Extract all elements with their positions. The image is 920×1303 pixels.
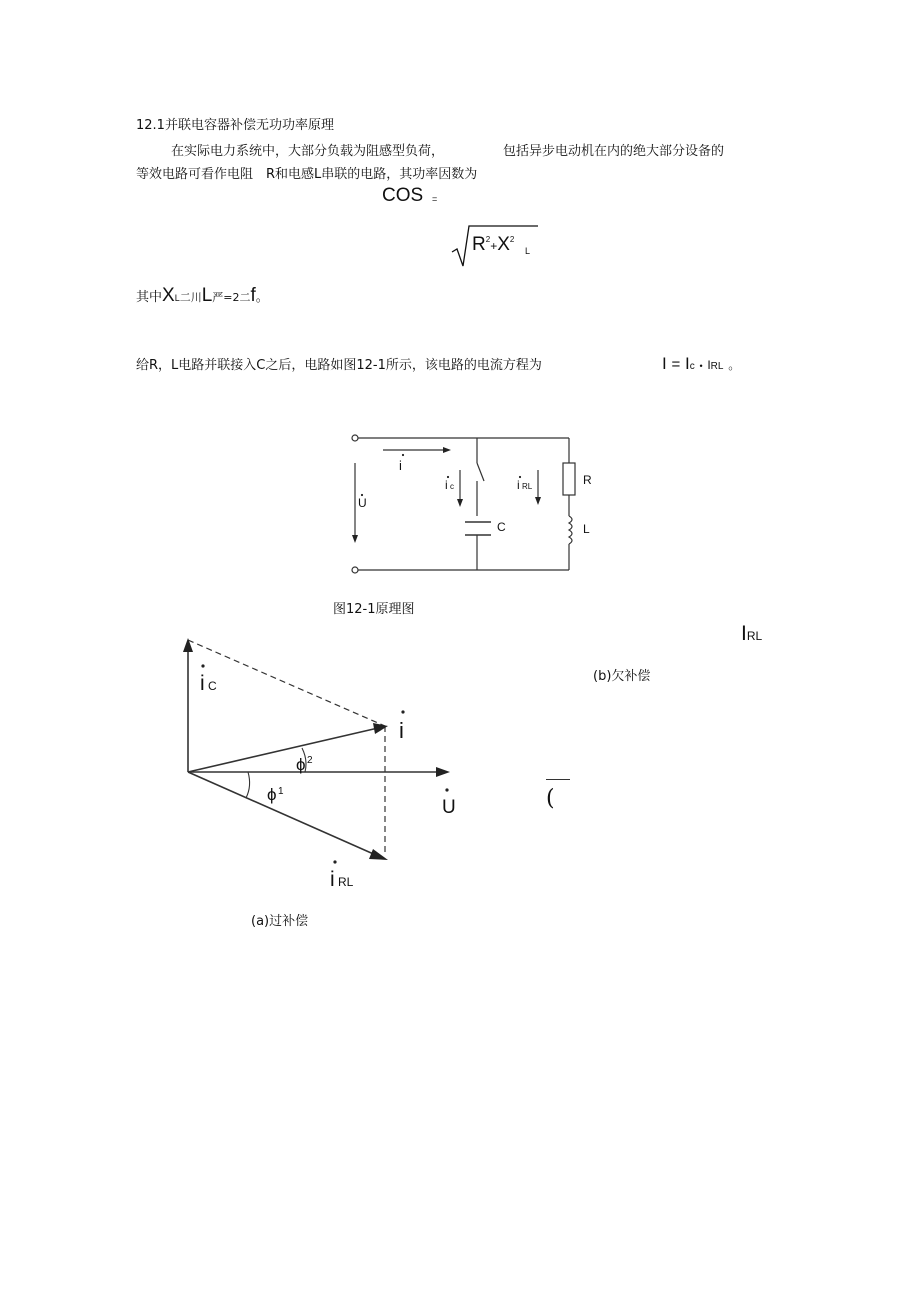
current-eq-text: 给R，L电路并联接入C之后，电路如图12-1所示，该电路的电流方程为 bbox=[136, 358, 542, 373]
eq-ic: I bbox=[684, 354, 690, 373]
formula-cos-eq: = bbox=[432, 194, 438, 204]
circuit-label-irl-sub: RL bbox=[522, 482, 533, 491]
eq-irl-sub: RL bbox=[710, 361, 724, 372]
right-irl-sub: RL bbox=[746, 629, 763, 643]
angle-arc-1 bbox=[246, 772, 250, 798]
eq-equals: = bbox=[671, 356, 681, 373]
phasor-caption-a: (a)过补偿 bbox=[251, 914, 309, 929]
formula-xl bbox=[136, 285, 269, 306]
circuit-diagram bbox=[340, 425, 590, 585]
phasor-phi2: ϕ bbox=[296, 755, 306, 774]
phasor-label-ic-sub: C bbox=[208, 679, 217, 693]
xl-x: X bbox=[162, 285, 175, 306]
phasor-label-irl: i bbox=[330, 868, 335, 891]
terminal-top bbox=[352, 435, 358, 441]
current-eq-formula bbox=[662, 354, 740, 374]
right-overline bbox=[546, 779, 570, 780]
phasor-dashed-top bbox=[188, 640, 385, 726]
formula-cos-numerator: COS bbox=[382, 185, 424, 206]
circuit-label-ic-sub: c bbox=[450, 482, 454, 491]
right-irl-main: I bbox=[741, 622, 747, 645]
paragraph-line1-b: 包括异步电动机在内的绝大部分设备的 bbox=[503, 144, 725, 159]
phasor-label-u: U bbox=[442, 797, 456, 818]
phasor-label-ic: i bbox=[200, 672, 205, 695]
circuit-label-ic: i bbox=[445, 478, 448, 492]
phasor-phi1: ϕ bbox=[267, 785, 277, 804]
radicand-sup-a: 2 bbox=[485, 235, 491, 244]
circuit-label-l: L bbox=[583, 522, 590, 536]
phasor-phi1-sub: 1 bbox=[278, 786, 284, 797]
switch bbox=[477, 463, 484, 481]
eq-ic-sub: c bbox=[689, 361, 695, 372]
eq-dot: • bbox=[699, 361, 703, 371]
circuit-label-c: C bbox=[497, 520, 506, 534]
xl-prefix: 其中 bbox=[136, 290, 163, 305]
arrowhead-u bbox=[436, 767, 450, 777]
terminal-bottom bbox=[352, 567, 358, 573]
caption-b: (b)欠补偿 bbox=[593, 669, 651, 684]
phasor-diagram bbox=[170, 630, 470, 895]
phasor-irl-line bbox=[188, 772, 378, 856]
paragraph-line2: 等效电路可看作电阻 R和电感L串联的电路，其功率因数为 bbox=[136, 167, 478, 182]
inductor bbox=[569, 516, 572, 544]
resistor bbox=[563, 463, 575, 495]
arrowhead-i bbox=[373, 723, 388, 734]
circuit-label-r: R bbox=[583, 473, 592, 487]
section-title: 12.1并联电容器补偿无功功率原理 bbox=[136, 118, 334, 133]
radicand-sup-b: 2 bbox=[509, 235, 515, 244]
xl-mid: 二川 bbox=[179, 291, 202, 304]
radicand-plus: + bbox=[490, 239, 498, 253]
right-paren: ( bbox=[546, 786, 555, 811]
xl-f: f bbox=[250, 285, 256, 306]
formula-radicand bbox=[472, 234, 514, 256]
eq-i: I bbox=[662, 354, 667, 373]
circuit-label-irl: i bbox=[517, 478, 520, 492]
xl-end: 。 bbox=[255, 290, 269, 305]
phasor-label-i: i bbox=[399, 718, 404, 743]
xl-sub-l: L bbox=[174, 293, 180, 303]
circuit-label-u: U bbox=[358, 496, 367, 510]
paragraph-line1-a: 在实际电力系统中，大部分负载为阻感型负荷， bbox=[171, 144, 445, 159]
phasor-label-irl-sub: RL bbox=[338, 875, 354, 889]
eq-end: 。 bbox=[728, 358, 741, 372]
arrowhead-ic bbox=[183, 638, 193, 652]
circuit-label-i: i bbox=[399, 458, 402, 473]
phasor-i-line bbox=[188, 728, 378, 772]
xl-garble: 严=2二 bbox=[212, 291, 251, 304]
radicand-r: R bbox=[472, 234, 486, 255]
right-irl-label bbox=[741, 622, 762, 646]
circuit-caption: 图12-1原理图 bbox=[333, 602, 415, 617]
radicand-x: X bbox=[497, 234, 510, 255]
eq-irl: I bbox=[707, 358, 711, 372]
xl-l: L bbox=[201, 285, 213, 306]
radicand-sub-l: L bbox=[525, 246, 531, 256]
phasor-phi2-sub: 2 bbox=[307, 755, 313, 766]
